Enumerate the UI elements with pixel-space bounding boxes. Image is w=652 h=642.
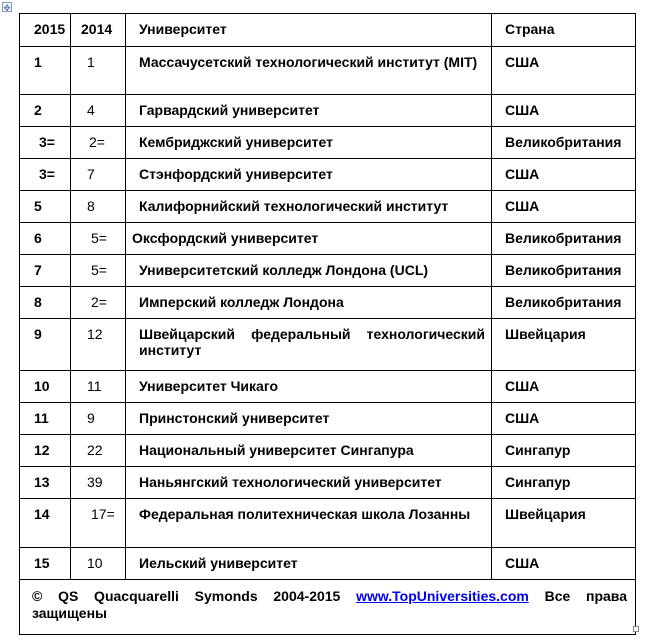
university-name-cell: Федеральная политехническая школа Лозанны	[126, 499, 492, 548]
header-country: Страна	[492, 14, 636, 47]
country-cell: Великобритания	[492, 127, 636, 159]
country-cell: Швейцария	[492, 499, 636, 548]
table-row	[20, 223, 636, 255]
rank-2014-cell: 12	[71, 319, 126, 371]
university-ranking-table	[19, 13, 636, 635]
rank-2014-cell: 10	[71, 548, 126, 580]
country-cell: Великобритания	[492, 255, 636, 287]
university-name-cell: Швейцарский федеральный технологический институт	[126, 319, 492, 371]
table-row	[20, 499, 636, 548]
rank-2014-cell: 7	[71, 159, 126, 191]
country-cell: США	[492, 371, 636, 403]
rank-2015-cell: 5	[20, 191, 71, 223]
rank-2014-cell: 11	[71, 371, 126, 403]
country-cell: Швейцария	[492, 319, 636, 371]
table-row	[20, 159, 636, 191]
rank-2015-cell: 15	[20, 548, 71, 580]
table-row	[20, 435, 636, 467]
header-2014: 2014	[71, 14, 126, 47]
rank-2014-cell: 9	[71, 403, 126, 435]
country-cell: США	[492, 403, 636, 435]
rank-2015-cell: 2	[20, 95, 71, 127]
table-row	[20, 371, 636, 403]
rank-2014-cell: 4	[71, 95, 126, 127]
copyright-footer	[20, 580, 636, 635]
university-name-cell: Принстонский университет	[126, 403, 492, 435]
rank-2015-cell: 8	[20, 287, 71, 319]
table-row	[20, 127, 636, 159]
copyright-text: © QS Quacquarelli Symonds 2004-2015	[32, 588, 341, 604]
table-row	[20, 467, 636, 499]
university-name-cell: Наньянгский технологический университет	[126, 467, 492, 499]
rank-2014-cell: 2=	[71, 287, 126, 319]
footer-row	[20, 580, 636, 635]
table-row	[20, 95, 636, 127]
country-cell: Сингапур	[492, 467, 636, 499]
university-name-cell: Кембриджский университет	[126, 127, 492, 159]
rank-2015-cell: 3=	[20, 159, 71, 191]
rank-2015-cell: 6	[20, 223, 71, 255]
table-row	[20, 47, 636, 95]
rank-2014-cell: 5=	[71, 255, 126, 287]
table-row	[20, 403, 636, 435]
university-name-cell: Гарвардский университет	[126, 95, 492, 127]
university-name-cell: Калифорнийский технологический институт	[126, 191, 492, 223]
rank-2014-cell: 2=	[71, 127, 126, 159]
university-name-cell: Национальный университет Сингапура	[126, 435, 492, 467]
university-name-cell: Имперский колледж Лондона	[126, 287, 492, 319]
country-cell: Великобритания	[492, 287, 636, 319]
country-cell: США	[492, 191, 636, 223]
country-cell: Великобритания	[492, 223, 636, 255]
header-2015: 2015	[20, 14, 71, 47]
rank-2015-cell: 12	[20, 435, 71, 467]
rank-2015-cell: 9	[20, 319, 71, 371]
university-name-cell: Массачусетский технологический институт (MIT)	[126, 47, 492, 95]
rank-2015-cell: 1	[20, 47, 71, 95]
table-body	[20, 14, 636, 635]
country-cell: США	[492, 95, 636, 127]
rank-2015-cell: 11	[20, 403, 71, 435]
country-cell: США	[492, 159, 636, 191]
rank-2015-cell: 3=	[20, 127, 71, 159]
university-name-cell: Университетский колледж Лондона (UCL)	[126, 255, 492, 287]
rank-2014-cell: 5=	[71, 223, 126, 255]
rank-2014-cell: 8	[71, 191, 126, 223]
rank-2014-cell: 39	[71, 467, 126, 499]
university-name-cell: Иельский университет	[126, 548, 492, 580]
table-row	[20, 548, 636, 580]
country-cell: Сингапур	[492, 435, 636, 467]
table-row	[20, 255, 636, 287]
table-resize-handle[interactable]	[633, 626, 639, 632]
rank-2015-cell: 13	[20, 467, 71, 499]
rank-2015-cell: 14	[20, 499, 71, 548]
table-row	[20, 191, 636, 223]
rank-2015-cell: 7	[20, 255, 71, 287]
topuniversities-link[interactable]: www.TopUniversities.com	[356, 588, 529, 604]
rights-reserved-text: Все права защищены	[32, 588, 628, 621]
university-name-cell: Университет Чикаго	[126, 371, 492, 403]
university-name-cell: Оксфордский университет	[126, 223, 492, 255]
table-row	[20, 287, 636, 319]
table-row	[20, 319, 636, 371]
country-cell: США	[492, 548, 636, 580]
country-cell: США	[492, 47, 636, 95]
university-name-cell: Стэнфордский университет	[126, 159, 492, 191]
table-move-handle-icon[interactable]: ✥	[3, 3, 11, 13]
table-header-row	[20, 14, 636, 47]
header-university: Университет	[126, 14, 492, 47]
rank-2014-cell: 22	[71, 435, 126, 467]
rank-2014-cell: 1	[71, 47, 126, 95]
rank-2015-cell: 10	[20, 371, 71, 403]
rank-2014-cell: 17=	[71, 499, 126, 548]
